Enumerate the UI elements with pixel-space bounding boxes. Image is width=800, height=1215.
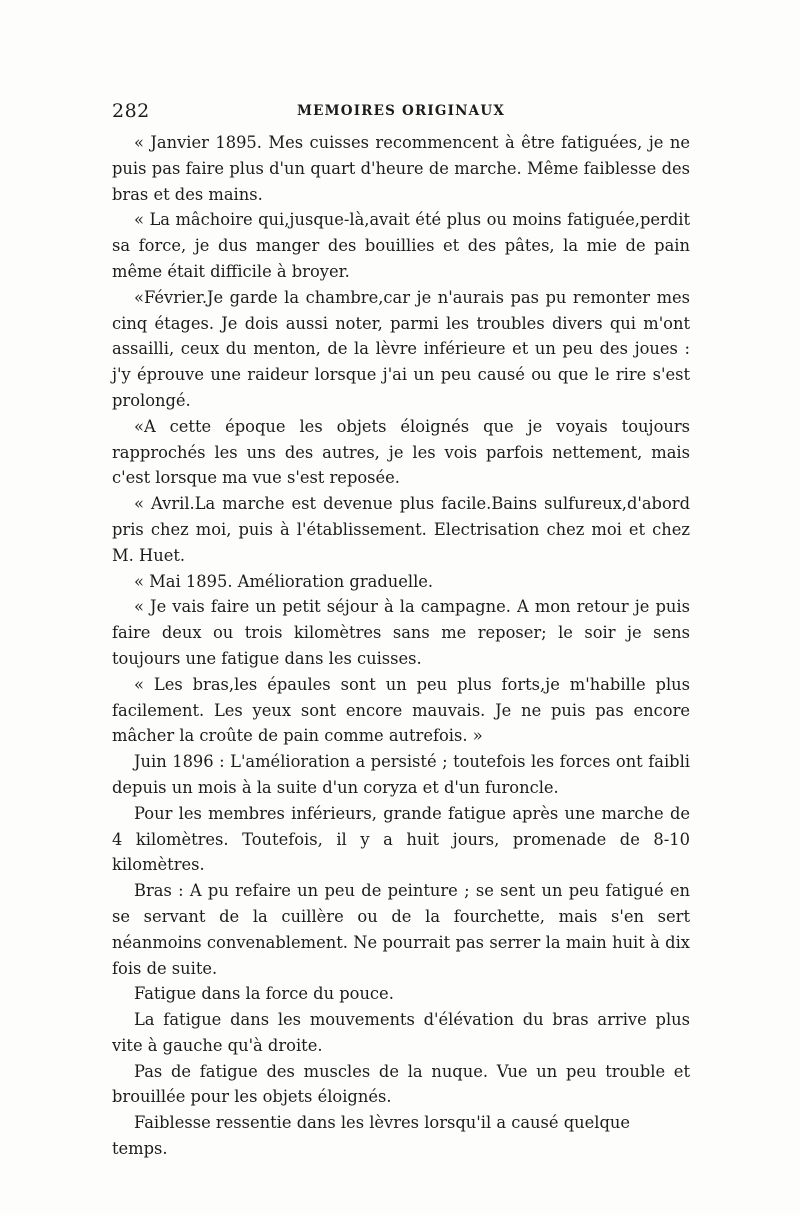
paragraph: « Janvier 1895. Mes cuisses recommencent à être fatiguées, je ne puis pas faire plus d'un quart d'heure de marche. Même faiblesse des bras et des mains. [112, 133, 690, 204]
paragraph: « Je vais faire un petit séjour à la campagne. A mon retour je puis faire deux ou trois kilomètres sans me reposer; le soir je sens toujours une fatigue dans les cuisses. [112, 597, 690, 668]
paragraph: «A cette époque les objets éloignés que je voyais toujours rapprochés les uns des autres, je les vois parfois nettement, mais c'est lorsque ma vue s'est reposée. [112, 416, 690, 488]
paragraph: Faiblesse ressentie dans les lèvres lorsqu'il a causé quelque temps. [112, 1113, 630, 1159]
paragraph: « Avril.La marche est devenue plus facile.Bains sulfureux,d'abord pris chez moi, puis à l'établissement. Electrisation chez moi et chez M. Huet. [112, 494, 690, 565]
paragraph: Bras : A pu refaire un peu de peinture ; se sent un peu fatigué en se servant de la cuillère ou de la fourchette, mais s'en sert néanmoins convenablement. Ne pourrait pas serrer la main huit à dix fois de suite. [112, 881, 690, 978]
paragraph: «Février.Je garde la chambre,car je n'aurais pas pu remonter mes cinq étages. Je dois aussi noter, parmi les troubles divers qui m'ont assailli, ceux du menton, de la lèvre inférieure et un peu des joues : j'y éprouve une raideur lorsque j'ai un peu causé ou que le rire s'est prolongé. [112, 287, 690, 410]
paragraph: Fatigue dans la force du pouce. [134, 984, 394, 1004]
paragraph: Pour les membres inférieurs, grande fatigue après une marche de 4 kilomètres. Toutefois, il y a huit jours, promenade de 8-10 kilomètres. [112, 803, 690, 875]
paragraph: « La mâchoire qui,jusque-là,avait été plus ou moins fatiguée,perdit sa force, je dus manger des bouillies et des pâtes, la mie de pain même était difficile à broyer. [112, 210, 690, 281]
page-number: 282 [112, 100, 150, 122]
paragraph: « Mai 1895. Amélioration graduelle. [134, 571, 434, 591]
running-title: MEMOIRES ORIGINAUX [296, 103, 505, 119]
body-text [112, 130, 690, 1162]
paragraph: Juin 1896 : L'amélioration a persisté ; toutefois les forces ont faibli depuis un mois à la suite d'un coryza et d'un furoncle. [112, 752, 690, 797]
page-header [112, 100, 690, 124]
paragraph: « Les bras,les épaules sont un peu plus forts,je m'habille plus facilement. Les yeux sont encore mauvais. Je ne puis pas encore mâcher la croûte de pain comme autrefois. » [112, 674, 690, 746]
paragraph: La fatigue dans les mouvements d'élévation du bras arrive plus vite à gauche qu'à droite. [112, 1010, 690, 1055]
paragraph: Pas de fatigue des muscles de la nuque. Vue un peu trouble et brouillée pour les objets éloignés. [112, 1061, 690, 1107]
